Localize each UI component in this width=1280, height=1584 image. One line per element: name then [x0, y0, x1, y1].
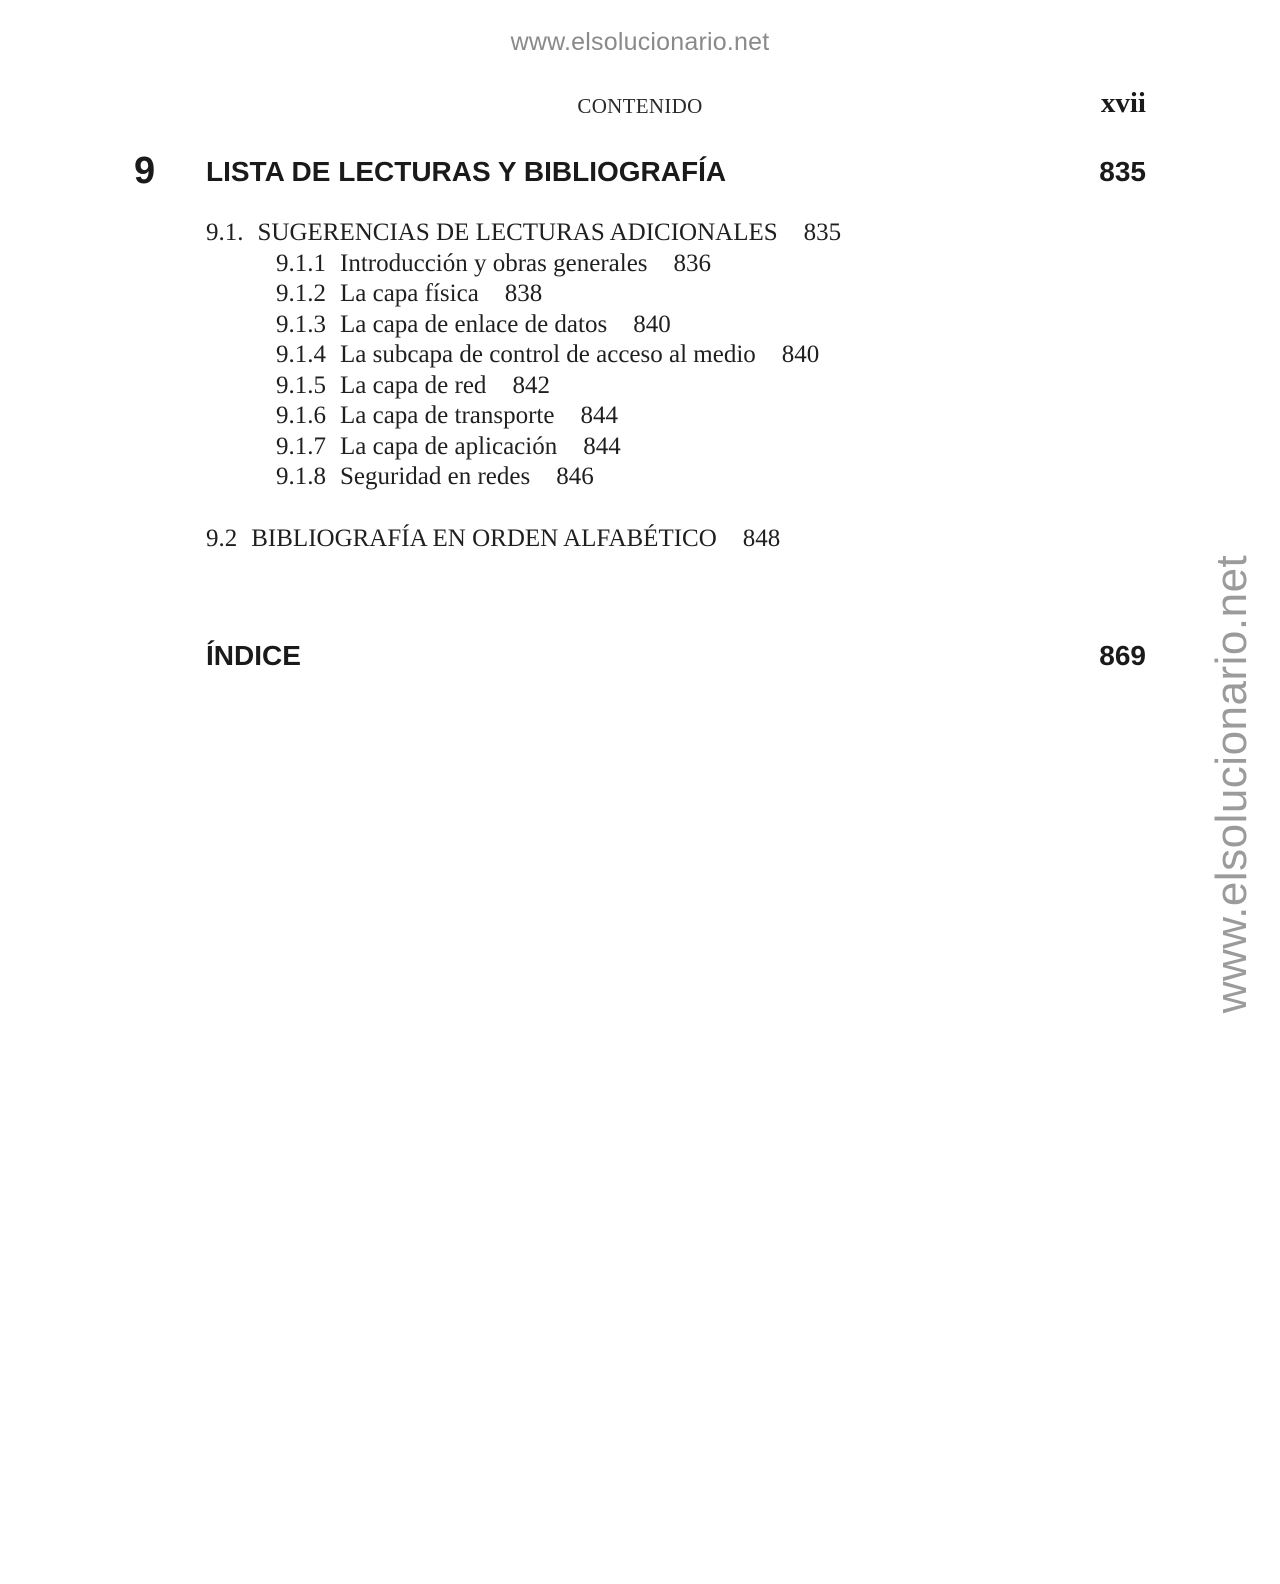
- watermark-top: www.elsolucionario.net: [510, 28, 770, 56]
- section-page: 848: [742, 525, 781, 552]
- subsection-page: 840: [633, 311, 671, 338]
- toc-subsection-9-1-4[interactable]: [276, 341, 819, 369]
- toc-subsection-9-1-5[interactable]: [276, 372, 550, 400]
- section-title: BIBLIOGRAFÍA EN ORDEN ALFABÉTICO: [251, 525, 717, 552]
- subsection-title: La capa de transporte: [340, 402, 555, 429]
- toc-subsection-9-1-7[interactable]: [276, 433, 621, 461]
- subsection-title: Seguridad en redes: [340, 463, 531, 490]
- toc-section-9-1[interactable]: [206, 219, 841, 247]
- index-title[interactable]: ÍNDICE: [206, 640, 301, 671]
- subsection-page: 844: [583, 433, 621, 460]
- subsection-number: 9.1.7: [276, 433, 326, 460]
- subsection-number: 9.1.3: [276, 311, 326, 338]
- subsection-page: 846: [556, 463, 594, 490]
- subsection-title: La subcapa de control de acceso al medio: [340, 341, 756, 368]
- subsection-page: 840: [781, 341, 820, 368]
- toc-subsection-9-1-1[interactable]: [276, 250, 711, 278]
- chapter-number: 9: [134, 150, 156, 192]
- subsection-title: La capa de enlace de datos: [340, 311, 608, 338]
- section-title: SUGERENCIAS DE LECTURAS ADICIONALES: [257, 219, 778, 246]
- toc-subsection-9-1-8[interactable]: [276, 463, 594, 491]
- subsection-number: 9.1.5: [276, 372, 326, 399]
- toc-section-9-2[interactable]: [206, 525, 780, 553]
- chapter-page: 835: [1099, 156, 1146, 187]
- toc-subsection-9-1-6[interactable]: [276, 402, 618, 430]
- subsection-title: La capa de red: [340, 372, 487, 399]
- running-head: CONTENIDO: [577, 94, 703, 118]
- toc-subsection-9-1-2[interactable]: [276, 280, 542, 308]
- subsection-page: 844: [580, 402, 618, 429]
- subsection-page: 842: [512, 372, 550, 399]
- subsection-title: La capa de aplicación: [340, 433, 558, 460]
- subsection-number: 9.1.1: [276, 250, 326, 277]
- subsection-page: 836: [673, 250, 712, 277]
- subsection-title: La capa física: [340, 280, 479, 307]
- toc-subsection-9-1-3[interactable]: [276, 311, 671, 339]
- index-page: 869: [1099, 640, 1146, 671]
- subsection-number: 9.1.6: [276, 402, 326, 429]
- subsection-number: 9.1.8: [276, 463, 326, 490]
- section-number: 9.2: [206, 525, 238, 552]
- subsection-number: 9.1.2: [276, 280, 326, 307]
- subsection-page: 838: [504, 280, 543, 307]
- page-number: xvii: [1100, 87, 1146, 119]
- watermark-side: www.elsolucionario.net: [1207, 554, 1256, 1014]
- section-page: 835: [803, 219, 842, 246]
- subsection-number: 9.1.4: [276, 341, 326, 368]
- subsection-title: Introducción y obras generales: [340, 250, 648, 277]
- chapter-title[interactable]: LISTA DE LECTURAS Y BIBLIOGRAFÍA: [206, 156, 727, 187]
- section-number: 9.1.: [206, 219, 244, 246]
